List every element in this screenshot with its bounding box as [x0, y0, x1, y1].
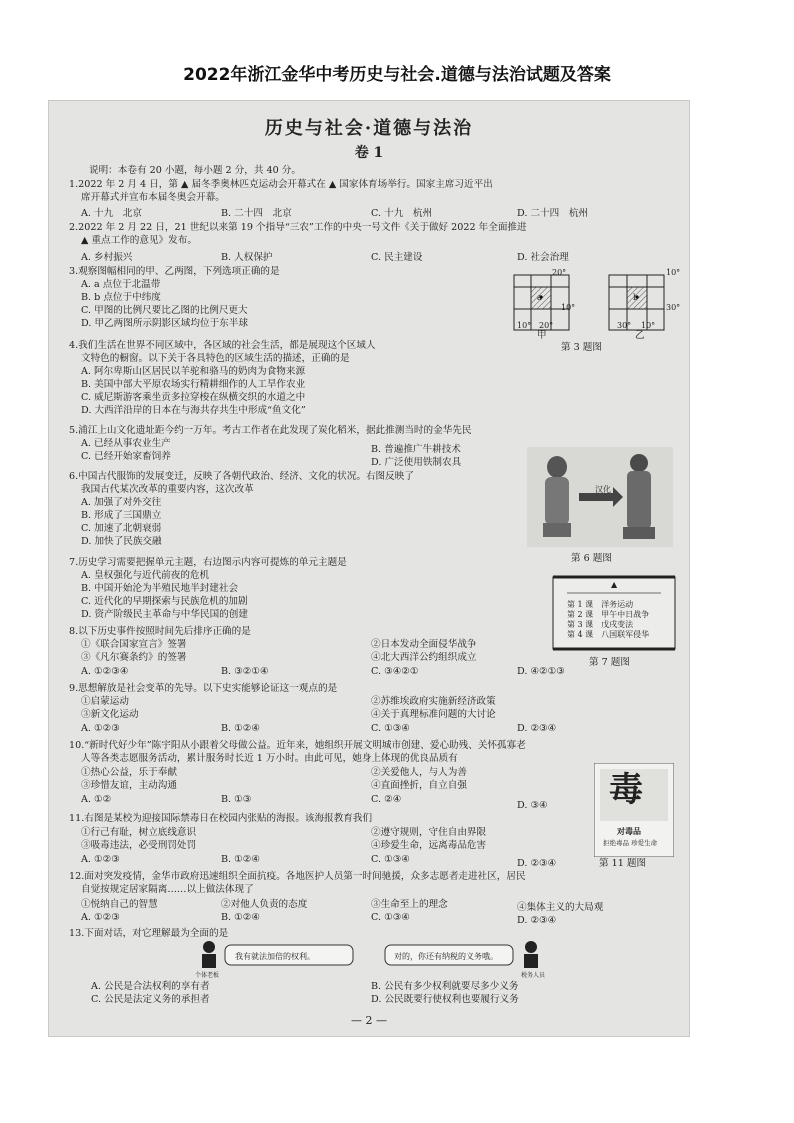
- question-12-cont: 自觉按规定居家隔离……以上做法体现了: [81, 884, 254, 895]
- item: ③吸毒违法，必受刑罚处罚: [81, 840, 197, 851]
- question-10-cont: 人等各类志愿服务活动，累计服务时长近 1 万小时。由此可见，她身上体现的优良品质有: [81, 753, 458, 764]
- question-9: 9.思想解放是社会变革的先导。以下史实能够论证这一观点的是: [69, 683, 338, 694]
- option: B. ①③: [221, 794, 252, 805]
- fig11-slogan: 对毒品: [617, 826, 641, 836]
- item: ④珍爱生命，远离毒品危害: [371, 840, 487, 851]
- option: C. ①③④: [371, 723, 410, 734]
- option: A. ①②③: [81, 723, 120, 734]
- item: ④集体主义的大局观: [517, 902, 604, 913]
- option: A. ①②③④: [81, 666, 129, 677]
- question-7: 7.历史学习需要把握单元主题，右边图示内容可提炼的单元主题是: [69, 557, 347, 568]
- option: B. b 点位于中纬度: [81, 292, 161, 303]
- fig3-point-a: a: [537, 293, 542, 302]
- question-5: 5.浦江上山文化遗址距今约一万年。考古工作者在此发现了炭化稻米，据此推测当时的金华先民: [69, 425, 472, 436]
- person-right: [524, 941, 538, 968]
- question-6-cont: 我国古代某次改革的重要内容，这次改革: [81, 484, 254, 495]
- fig7-caption: 第 7 题图: [589, 657, 630, 668]
- option: D. 大西洋沿岸的日本在与海共存共生中形成“鱼文化”: [81, 405, 306, 416]
- question-2: 2.2022 年 2 月 22 日，21 世纪以来第 19 个指导“三农”工作的中央一号文件《关于做好 2022 年全面推进: [69, 222, 527, 233]
- option: D. ②③④: [517, 723, 557, 734]
- option: D. 广泛使用铁制农具: [371, 457, 462, 468]
- item: ③新文化运动: [81, 709, 139, 720]
- question-1-cont: 席开幕式并宣布本届冬奥会开幕。: [81, 192, 225, 203]
- fig7-item: 第 1 课 洋务运动: [567, 600, 634, 609]
- fig7-item: 第 3 课 戊戌变法: [567, 620, 634, 629]
- fig3-label-jia: 甲: [537, 330, 547, 341]
- question-3: 3.观察图幅相同的甲、乙两图，下列选项正确的是: [69, 266, 280, 277]
- option: D. 二十四 杭州: [517, 208, 589, 219]
- fig13-left-person: 个体老板: [195, 972, 220, 979]
- option: B. 形成了三国鼎立: [81, 510, 162, 521]
- option: D. 资产阶级民主革命与中华民国的创建: [81, 609, 248, 620]
- question-12: 12.面对突发疫情，金华市政府迅速组织全面抗疫。各地医护人员第一时间驰援，众多志愿者走进社区，居民: [69, 871, 526, 882]
- option: B. 普遍推广牛耕技术: [371, 444, 461, 455]
- option: D. ②③④: [517, 858, 557, 869]
- option: A. 公民是合法权利的享有者: [91, 981, 210, 992]
- item: ①《联合国家宣言》签署: [81, 639, 187, 650]
- figure-6-clothing-statues: [527, 447, 673, 547]
- fig3-label-yi: 乙: [635, 330, 645, 341]
- option: D. 甲乙两图所示阴影区域均位于东半球: [81, 318, 248, 329]
- question-4-cont: 文特色的橱窗。以下关于各具特色的区域生活的描述，正确的是: [81, 353, 350, 364]
- fig3-point-b: b: [633, 293, 639, 302]
- option: C. 加速了北朝衰弱: [81, 523, 162, 534]
- fig11-sub: 拒绝毒品 珍爱生命: [603, 839, 658, 847]
- exam-instructions: 说明：本卷有 20 小题，每小题 2 分，共 40 分。: [89, 165, 301, 176]
- fig3-yi-lat-bottom: 30°: [666, 303, 681, 312]
- document-title: 2022年浙江金华中考历史与社会.道德与法治试题及答案: [183, 65, 611, 85]
- fig3-jia-lat-bottom: 10°: [561, 303, 576, 312]
- option: A. ①②: [81, 794, 112, 805]
- option: D. ④②①③: [517, 666, 565, 677]
- fig7-header: ▲: [611, 580, 618, 589]
- question-2-cont: ▲ 重点工作的意见》发布。: [81, 235, 197, 246]
- option: A. 乡村振兴: [81, 252, 133, 263]
- item: ②对他人负责的态度: [221, 899, 308, 910]
- option: D. ③④: [517, 800, 548, 811]
- option: B. 中国开始沦为半殖民地半封建社会: [81, 583, 239, 594]
- question-1: 1.2022 年 2 月 4 日，第 ▲ 届冬季奥林匹克运动会开幕式在 ▲ 国家体育场举行。国家主席习近平出: [69, 179, 493, 190]
- option: B. ①②④: [221, 723, 260, 734]
- option: A. 已经从事农业生产: [81, 438, 171, 449]
- option: A. 皇权强化与近代前夜的危机: [81, 570, 210, 581]
- fig11-big-char: 毒: [609, 770, 643, 810]
- option: C. ①③④: [371, 912, 410, 923]
- item: ③《凡尔赛条约》的签署: [81, 652, 187, 663]
- option: B. ③②①④: [221, 666, 269, 677]
- option: A. 加强了对外交往: [81, 497, 162, 508]
- fig3-jia-lon-left: 10°: [517, 321, 532, 330]
- option: A. a 点位于北温带: [81, 279, 161, 290]
- fig11-caption: 第 11 题图: [599, 858, 647, 869]
- option: C. ②④: [371, 794, 402, 805]
- option: B. ①②④: [221, 912, 260, 923]
- question-4: 4.我们生活在世界不同区域中，各区域的社会生活，都是展现这个区域人: [69, 340, 376, 351]
- option: C. 已经开始家畜饲养: [81, 451, 171, 462]
- fig6-arrow-label: 汉化: [595, 485, 611, 494]
- item: ②日本发动全面侵华战争: [371, 639, 477, 650]
- option: D. 社会治理: [517, 252, 569, 263]
- fig13-right-person: 税务人员: [521, 972, 546, 979]
- question-13: 13.下面对话，对它理解最为全面的是: [69, 928, 229, 939]
- fig6-caption: 第 6 题图: [571, 553, 612, 564]
- scanned-exam-page: [48, 100, 690, 1037]
- option: D. ②③④: [517, 915, 557, 926]
- item: ④北大西洋公约组织成立: [371, 652, 477, 663]
- item: ②遵守规则，守住自由界限: [371, 827, 487, 838]
- fig7-item: 第 2 课 甲午中日战争: [567, 610, 650, 619]
- item: ②关爱他人，与人为善: [371, 767, 467, 778]
- item: ③珍惜友谊，主动沟通: [81, 780, 177, 791]
- question-11: 11.右图是某校为迎接国际禁毒日在校园内张贴的海报。该海报教育我们: [69, 813, 373, 824]
- option: C. ③④②①: [371, 666, 419, 677]
- option: C. ①③④: [371, 854, 410, 865]
- item: ①悦纳自己的智慧: [81, 899, 158, 910]
- question-10: 10.“新时代好少年”陈宇阳从小跟着父母做公益。近年来，她组织开展文明城市创建、爱心助残、关怀孤寡老: [69, 740, 526, 751]
- option: D. 公民既要行使权利也要履行义务: [371, 994, 519, 1005]
- fig3-jia-lat-top: 20°: [552, 268, 567, 277]
- question-8: 8.以下历史事件按照时间先后排序正确的是: [69, 626, 251, 637]
- exam-content: [49, 101, 689, 1036]
- option: A. ①②③: [81, 854, 120, 865]
- fig13-right-bubble: 对的，你还有纳税的义务哦。: [394, 952, 498, 961]
- option: A. ①②③: [81, 912, 120, 923]
- option: B. ①②④: [221, 854, 260, 865]
- item: ①行己有耻，树立底线意识: [81, 827, 197, 838]
- fig3-jia-lon-right: 20°: [539, 321, 554, 330]
- fig3-yi-lon-right: 10°: [641, 321, 656, 330]
- exam-title: 历史与社会·道德与法治: [264, 118, 474, 139]
- item: ④直面挫折，自立自强: [371, 780, 467, 791]
- option: A. 十九 北京: [81, 208, 142, 219]
- option: C. 威尼斯游客乘坐贡多拉穿梭在纵横交织的水道之中: [81, 392, 306, 403]
- option: B. 人权保护: [221, 252, 273, 263]
- page-number: — 2 —: [351, 1014, 387, 1028]
- item: ②苏维埃政府实施新经济政策: [371, 696, 496, 707]
- question-6: 6.中国古代服饰的发展变迁，反映了各朝代政治、经济、文化的状况。右图反映了: [69, 471, 414, 482]
- fig7-item: 第 4 课 八国联军侵华: [567, 630, 650, 639]
- option: C. 近代化的早期探索与民族危机的加剧: [81, 596, 248, 607]
- item: ③生命至上的理念: [371, 899, 448, 910]
- exam-volume: 卷 1: [354, 145, 384, 161]
- fig3-yi-lat-top: 10°: [666, 268, 681, 277]
- option: C. 十九 杭州: [371, 208, 433, 219]
- option: B. 美国中部大平原农场实行精耕细作的人工旱作农业: [81, 379, 306, 390]
- item: ①启蒙运动: [81, 696, 129, 707]
- option: C. 公民是法定义务的承担者: [91, 994, 210, 1005]
- option: B. 二十四 北京: [221, 208, 292, 219]
- fig13-left-bubble: 我有就法加倍的权利。: [235, 952, 315, 961]
- person-left: [202, 941, 216, 968]
- option: C. 民主建设: [371, 252, 423, 263]
- statue-left: [543, 456, 571, 537]
- option: B. 公民有多少权利就要尽多少义务: [371, 981, 519, 992]
- option: C. 甲图的比例尺要比乙图的比例尺更大: [81, 305, 248, 316]
- item: ④关于真理标准问题的大讨论: [371, 709, 496, 720]
- fig3-yi-lon-left: 30°: [617, 321, 632, 330]
- option: A. 阿尔卑斯山区居民以羊驼和骆马的奶肉为食物来源: [81, 366, 306, 377]
- option: D. 加快了民族交融: [81, 536, 162, 547]
- item: ①热心公益，乐于奉献: [81, 767, 177, 778]
- fig3-caption: 第 3 题图: [561, 342, 602, 353]
